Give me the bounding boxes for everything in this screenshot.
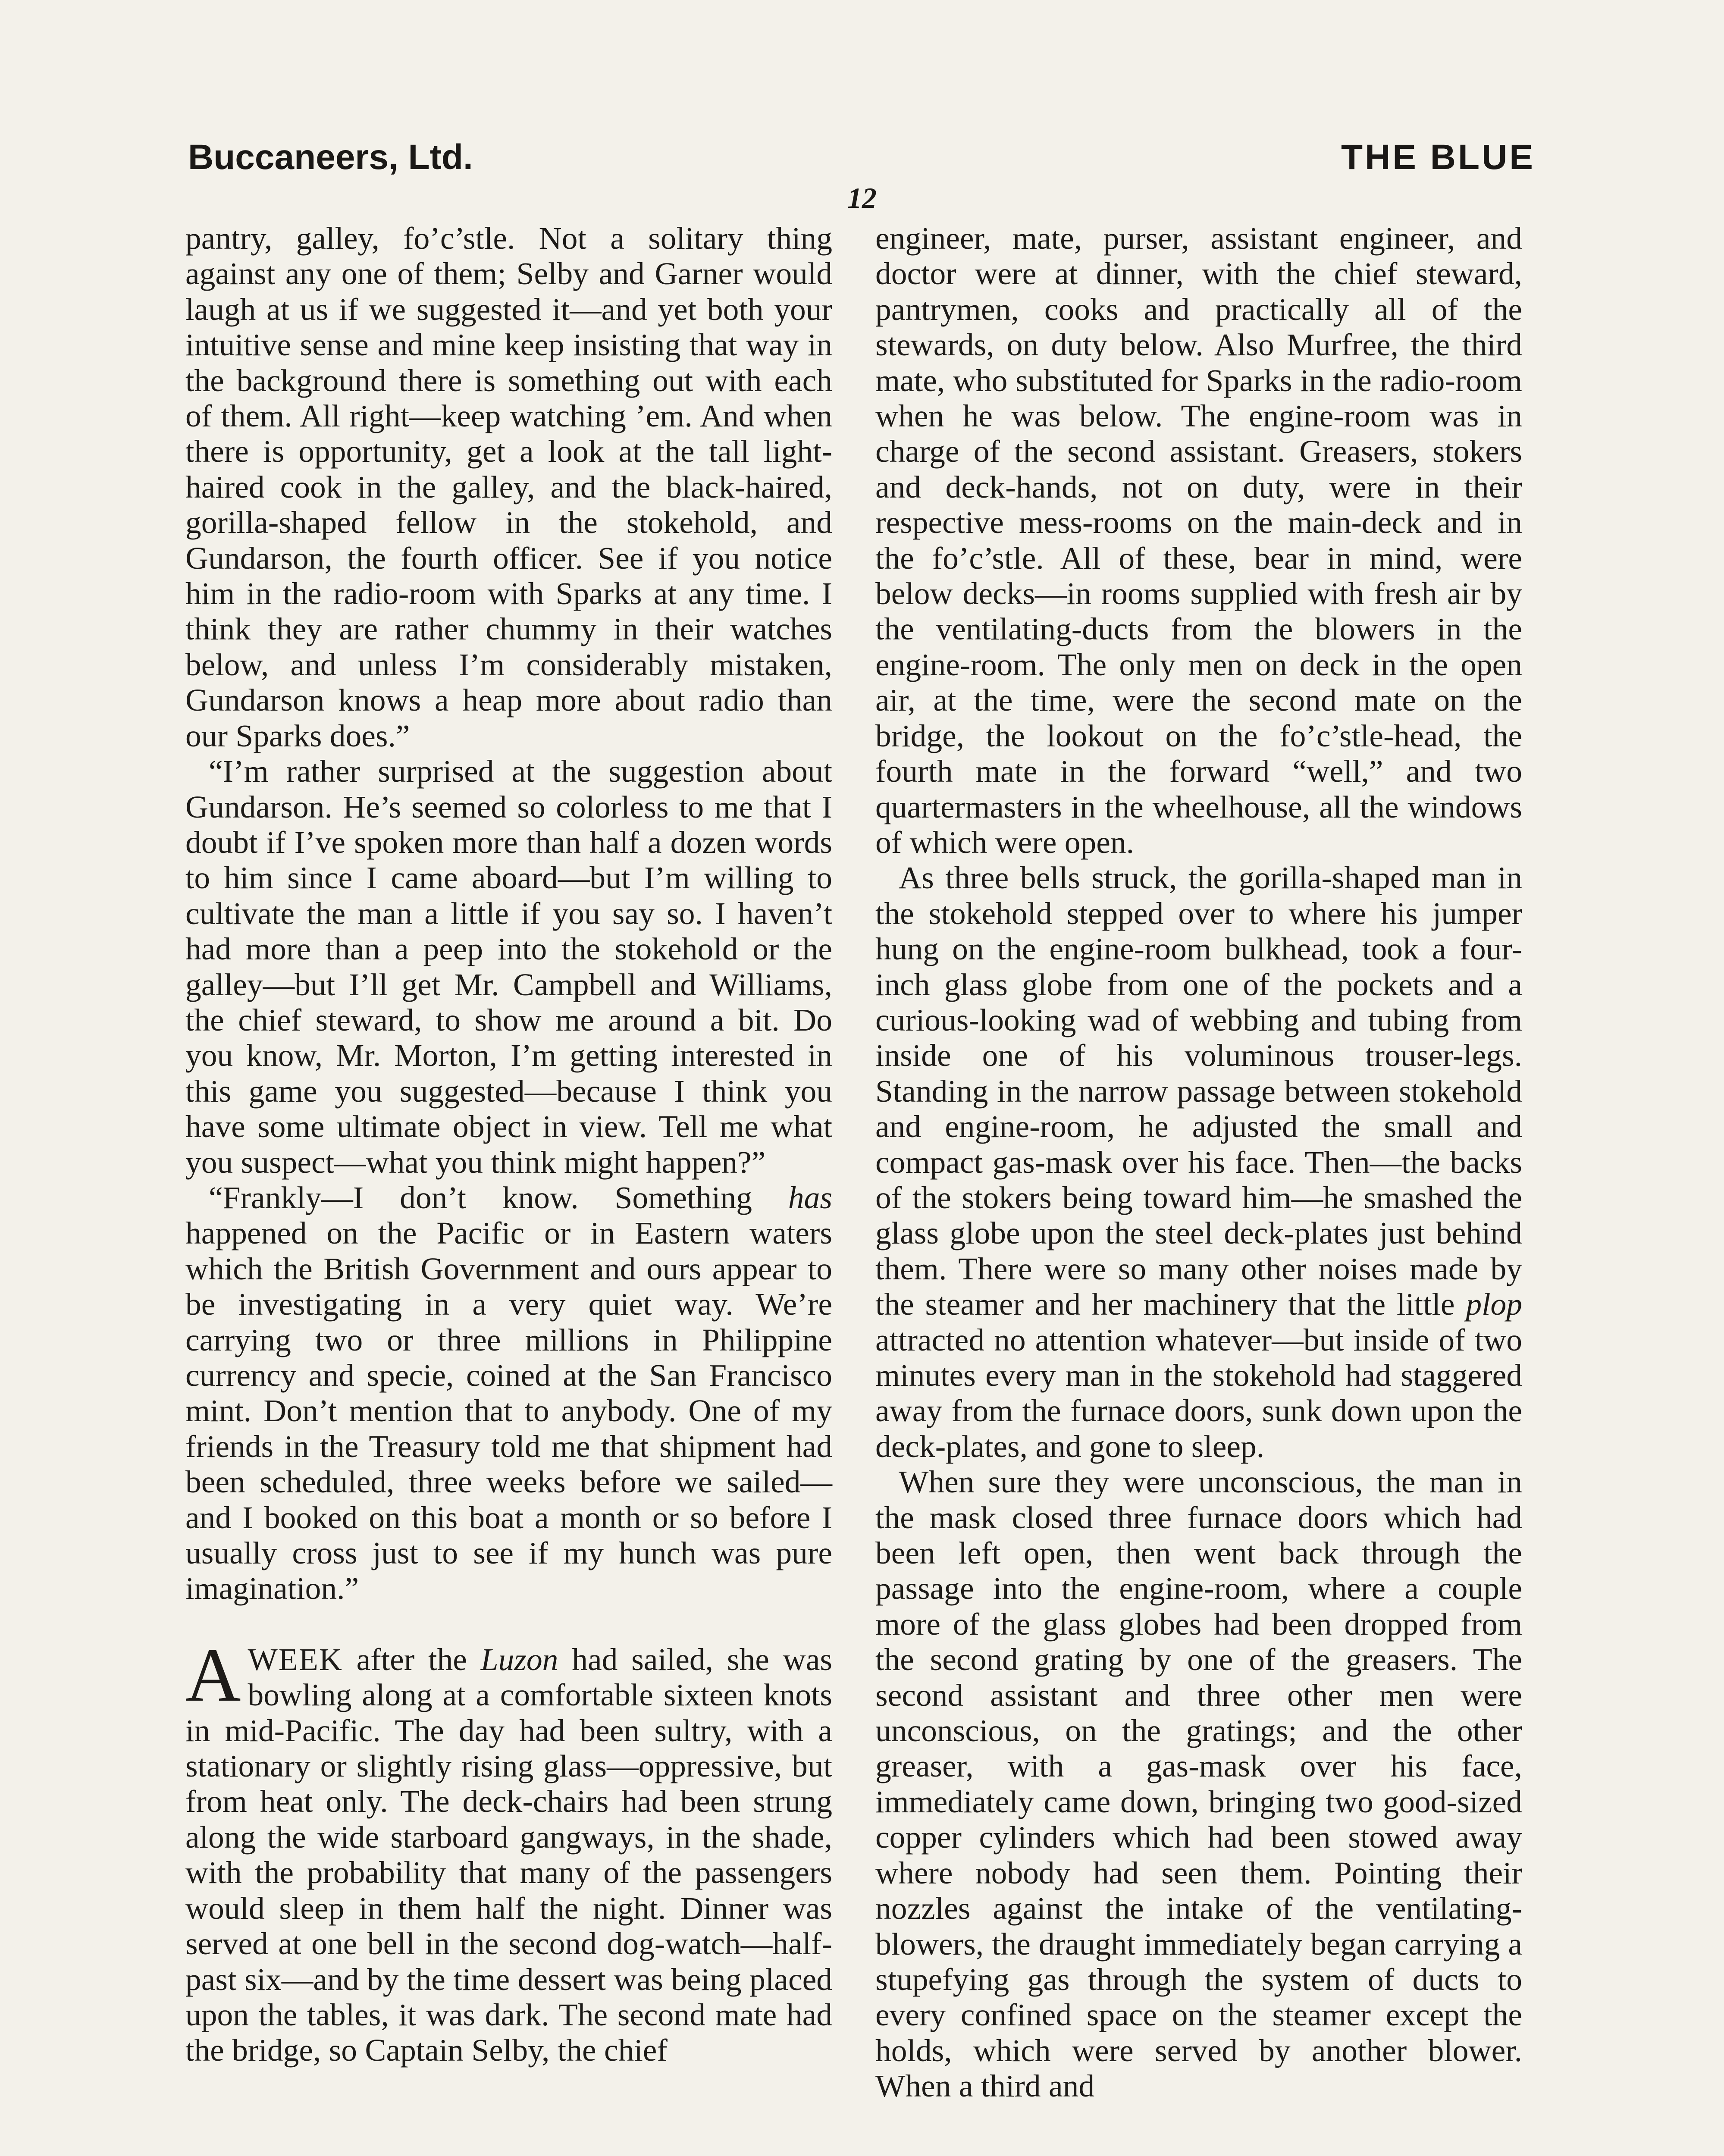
page-number: 12 bbox=[847, 182, 877, 214]
paragraph: pantry, galley, fo’c’stle. Not a solitary thing against any one of them; Selby and Garner would laugh at us if we suggested it—and yet both your intuitive sense and mine keep insisting that way in the background there is something out with each of them. All right—keep watching ’em. And when there is opportunity, get a look at the tall light-haired cook in the galley, and the black-haired, gorilla-shaped fellow in the stokehold, and Gundarson, the fourth officer. See if you notice him in the radio-room with Sparks at any time. I think they are rather chummy in their watches below, and unless I’m considerably mistaken, Gundarson knows a heap more about radio than our Sparks does.” bbox=[185, 221, 832, 753]
running-title: Buccaneers, Ltd. bbox=[188, 138, 473, 177]
drop-cap: A bbox=[185, 1632, 241, 1717]
right-column bbox=[875, 221, 1522, 2104]
section-opening-paragraph: AWEEK after the Luzon had sailed, she was bowling along at a comfortable sixteen knots in mid-Pacific. The day had been sultry, with a stationary or slightly rising glass—oppressive, but from heat only. The deck-chairs had been strung along the wide starboard gangways, in the shade, with the probability that many of the passengers would sleep in them half the night. Dinner was served at one bell in the second dog-watch—half-past six—and by the time dessert was being placed upon the tables, it was dark. The second mate had the bridge, so Captain Selby, the chief bbox=[185, 1632, 832, 2068]
ship-name: Luzon bbox=[480, 1642, 558, 1677]
magazine-title: THE BLUE bbox=[1341, 138, 1535, 177]
paragraph: As three bells struck, the gorilla-shaped man in the stokehold stepped over to where his jumper hung on the engine-room bulkhead, took a four-inch glass globe from one of the pockets and a curious-looking wad of webbing and tubing from inside one of his voluminous trouser-legs. Standing in the narrow passage between stokehold and engine-room, he adjusted the small and compact gas-mask over his face. Then—the backs of the stokers being toward him—he smashed the glass globe upon the steel deck-plates just behind them. There were so many other noises made by the steamer and her machinery that the little plop attracted no attention whatever—but inside of two minutes every man in the stokehold had staggered away from the furnace doors, sunk down upon the deck-plates, and gone to sleep. bbox=[875, 860, 1522, 1464]
paragraph: When sure they were unconscious, the man in the mask closed three furnace doors which had been left open, then went back through the passage into the engine-room, where a couple more of the glass globes had been dropped from the second grating by one of the greasers. The second assistant and three other men were unconscious, on the gratings; and the other greaser, with a gas-mask over his face, immediately came down, bringing two good-sized copper cylinders which had been stowed away where nobody had seen them. Pointing their nozzles against the intake of the ventilating-blowers, the draught immediately began carrying a stupefying gas through the system of ducts to every confined space on the steamer except the holds, which were served by another blower. When a third and bbox=[875, 1464, 1522, 2104]
paragraph: “Frankly—I don’t know. Something has happened on the Pacific or in Eastern waters which the British Government and ours appear to be investigating in a very quiet way. We’re carrying two or three millions in Philippine currency and specie, coined at the San Francisco mint. Don’t mention that to anybody. One of my friends in the Treasury told me that shipment had been scheduled, three weeks before we sailed—and I booked on this boat a month or so before I usually cross just to see if my hunch was pure imagination.” bbox=[185, 1180, 832, 1606]
paragraph: engineer, mate, purser, assistant engineer, and doctor were at dinner, with the chief steward, pantrymen, cooks and practically all of the stewards, on duty below. Also Murfree, the third mate, who substituted for Sparks in the radio-room when he was below. The engine-room was in charge of the second assistant. Greasers, stokers and deck-hands, not on duty, were in their respective mess-rooms on the main-deck and in the fo’c’stle. All of these, bear in mind, were below decks—in rooms supplied with fresh air by the ventilating-ducts from the blowers in the engine-room. The only men on deck in the open air, at the time, were the second mate on the bridge, the lookout on the fo’c’stle-head, the fourth mate in the forward “well,” and two quartermasters in the wheelhouse, all the windows of which were open. bbox=[875, 221, 1522, 860]
left-column bbox=[185, 221, 832, 2068]
paragraph: “I’m rather surprised at the suggestion about Gundarson. He’s seemed so colorless to me that I doubt if I’ve spoken more than half a dozen words to him since I came aboard—but I’m willing to cultivate the man a little if you say so. I haven’t had more than a peep into the stokehold or the galley—but I’ll get Mr. Campbell and Williams, the chief steward, to show me around a bit. Do you know, Mr. Morton, I’m getting interested in this game you suggested—because I think you have some ultimate object in view. Tell me what you suspect—what you think might happen?” bbox=[185, 754, 832, 1180]
